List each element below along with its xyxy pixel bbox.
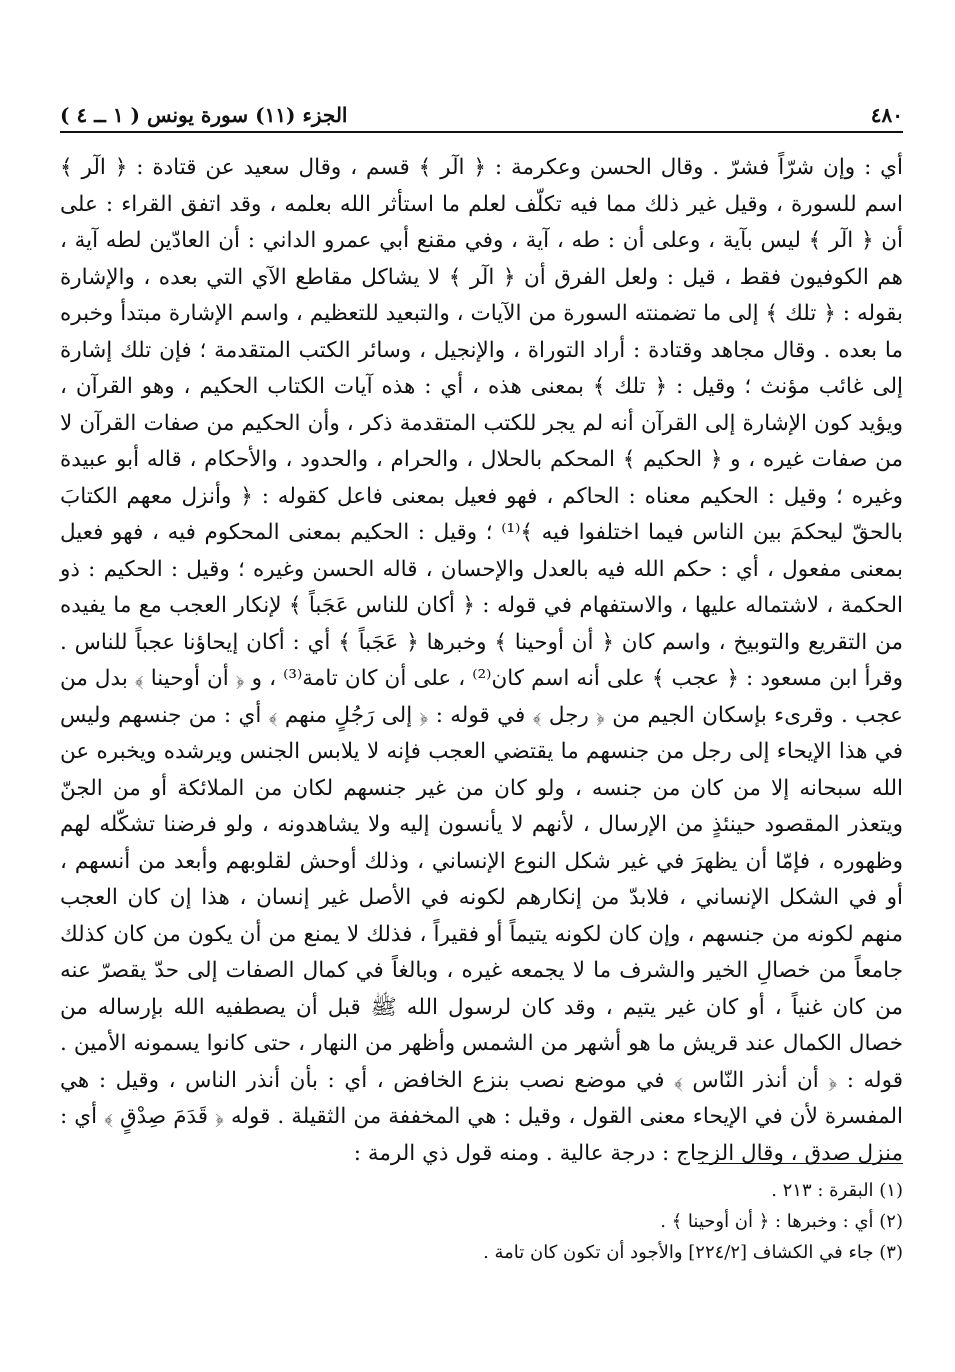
- footnote-2: (٢) أي : وخبرها : ﴿ أن أوحينا ﴾ .: [660, 1211, 903, 1232]
- page-number: ٤٨٠: [870, 103, 903, 127]
- body-paragraph: أي : وإن شرّاً فشرّ . وقال الحسن وعكرمة : ﴿ الٓر ﴾ قسم ، وقال سعيد عن قتادة : ﴿ الٓر ﴾ اسم للسورة ، وقيل غير ذلك مما فيه تكلّف لعلم ما استأثر الله بعلمه ، وقد اتفق القراء : على أن ﴿ الٓر ﴾ ليس بآية ، وعلى أن : طه ، آية ، وفي مقنع أبي عمرو الداني : أن العادّين لطه آية ، هم الكوفيون فقط ، قيل : ولعل الفرق أن ﴿ الٓر ﴾ لا يشاكل مقاطع الآي التي بعده ، والإشارة بقوله : ﴿ تلك ﴾ إلى ما تضمنته السورة من الآيات ، والتبعيد للتعظيم ، واسم الإشارة مبتدأ وخبره ما بعده . وقال مجاهد وقتادة : أراد التوراة ، والإنجيل ، وسائر الكتب المتقدمة ؛ فإن تلك إشارة إلى غائب مؤنث ؛ وقيل : ﴿ تلك ﴾ بمعنى هذه ، أي : هذه آيات الكتاب الحكيم ، وهو القرآن ، ويؤيد كون الإشارة إلى القرآن أنه لم يجر للكتب المتقدمة ذكر ، وأن الحكيم من صفات القرآن لا من صفات غيره ، و ﴿ الحكيم ﴾ المحكم بالحلال ، والحرام ، والحدود ، والأحكام ، قاله أبو عبيدة وغيره ؛ وقيل : الحكيم معناه : الحاكم ، فهو فعيل بمعنى فاعل كقوله : ﴿ وأنزل معهم الكتابَ بالحقّ ليحكمَ بين الناس فيما اختلفوا فيه ﴾⁽¹⁾ ؛ وقيل : الحكيم بمعنى المحكوم فيه ، فهو فعيل بمعنى مفعول ، أي : حكم الله فيه بالعدل والإحسان ، قاله الحسن وغيره ؛ وقيل : الحكيم : ذو الحكمة ، لاشتماله عليها ، والاستفهام في قوله : ﴿ أكان للناس عَجَباً ﴾ لإنكار العجب مع ما يفيده من التقريع والتوبيخ ، واسم كان ﴿ أن أوحينا ﴾ وخبرها ﴿ عَجَباً ﴾ أي : أكان إيحاؤنا عجباً للناس . وقرأ ابن مسعود : ﴿ عجب ﴾ على أنه اسم كان⁽²⁾ ، على أن كان تامة⁽³⁾ ، و ﴿ أن أوحينا ﴾ بدل من عجب . وقرىء بإسكان الجيم من ﴿ رجل ﴾ في قوله : ﴿ إلى رَجُلٍ منهم ﴾ أي : من جنسهم وليس في هذا الإيحاء إلى رجل من جنسهم ما يقتضي العجب فإنه لا يلابس الجنس ويرشده ويخبره عن الله سبحانه إلا من كان من جنسه ، ولو كان من غير جنسهم لكان من الملائكة أو من الجنّ ويتعذر المقصود حينئذٍ من الإرسال ، لأنهم لا يأنسون إليه ولا يشاهدونه ، ولو فرضنا تشكّله لهم وظهوره ، فإمّا أن يظهرَ في غير شكل النوع الإنساني ، وذلك أوحش لقلوبهم وأبعد من أنسهم ، أو في الشكل الإنساني ، فلابدّ من إنكارهم لكونه في الأصل غير إنسان ، هذا إن كان العجب منهم لكونه من جنسهم ، وإن كان لكونه يتيماً أو فقيراً ، فذلك لا يمنع من أن يكون من كان كذلك جامعاً من خصالِ الخير والشرف ما لا يجمعه غيره ، وبالغاً في كمال الصفات إلى حدّ يقصرّ عنه من كان غنياً ، أو كان غير يتيم ، وقد كان لرسول الله ﷺ قبل أن يصطفيه الله بإرساله من خصال الكمال عند قريش ما هو أشهر من الشمس وأظهر من النهار ، حتى كانوا يسمونه الأمين . قوله : ﴿ أن أنذر النّاس ﴾ في موضع نصب بنزع الخافض ، أي : بأن أنذر الناس ، وقيل : هي المفسرة لأن في الإيحاء معنى القول ، وقيل : هي المخففة من الثقيلة . قوله ﴿ قَدَمَ صِدْقٍ ﴾ أي : منزل صدق ، وقال الزجاج : درجة عالية . ومنه قول ذي الرمة :: [60, 155, 903, 1166]
- footnote-3: (٣) جاء في الكشاف [٢٢٤/٢] والأجود أن تكون كان تامة .: [483, 1242, 903, 1263]
- body-text: [60, 150, 903, 1172]
- footnote-1: (١) البقرة : ٢١٣ .: [771, 1180, 903, 1201]
- footnotes: [60, 1175, 903, 1268]
- page-header: [60, 93, 903, 133]
- running-title: الجزء (١١) سورة يونس ( ١ ــ ٤ ): [60, 103, 348, 127]
- footnote-divider: [698, 1163, 903, 1164]
